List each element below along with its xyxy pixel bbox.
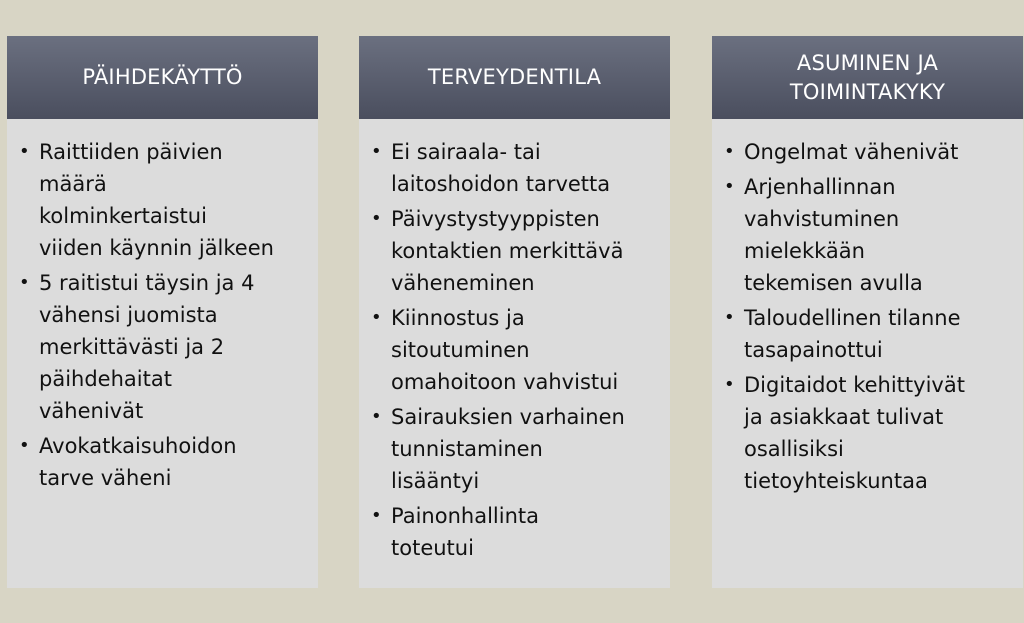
bullet-icon: • (371, 141, 382, 162)
column-body (7, 119, 318, 588)
list-item (371, 203, 662, 299)
list-item (724, 302, 1015, 366)
list-item (724, 369, 1015, 497)
bullet-icon: • (371, 208, 382, 229)
list-item-text: Sairauksien varhainen tunnistaminen lisääntyi (391, 405, 625, 493)
list-item-text: Arjenhallinnan vahvistuminen mielekkään tekemisen avulla (744, 175, 923, 295)
column-header: ASUMINEN JA TOIMINTAKYKY (712, 36, 1023, 119)
list-item (371, 136, 662, 200)
list-item-text: Kiinnostus ja sitoutuminen omahoitoon vahvistui (391, 306, 619, 394)
bullet-icon: • (724, 176, 735, 197)
list-item-text: Raittiiden päivien määrä kolminkertaistui viiden käynnin jälkeen (39, 140, 274, 260)
list-item (724, 171, 1015, 299)
column-terveydentila (359, 36, 670, 588)
list-item (19, 267, 310, 427)
bullet-icon: • (724, 141, 735, 162)
list-item (19, 136, 310, 264)
list-item-text: Päivystystyyppisten kontaktien merkittävä väheneminen (391, 207, 624, 295)
column-header: TERVEYDENTILA (359, 36, 670, 119)
bullet-icon: • (19, 435, 30, 456)
bullet-icon: • (19, 141, 30, 162)
bullet-icon: • (371, 406, 382, 427)
column-header: PÄIHDEKÄYTTÖ (7, 36, 318, 119)
bullet-list (371, 136, 662, 564)
bullet-list (19, 136, 310, 494)
bullet-icon: • (371, 505, 382, 526)
column-paihdekaytto (7, 36, 318, 588)
list-item-text: Ei sairaala- tai laitoshoidon tarvetta (391, 140, 611, 196)
list-item-text: Ongelmat vähenivät (744, 140, 959, 164)
list-item (19, 430, 310, 494)
bullet-icon: • (19, 272, 30, 293)
list-item (371, 500, 662, 564)
bullet-icon: • (724, 307, 735, 328)
list-item (371, 302, 662, 398)
bullet-icon: • (724, 374, 735, 395)
list-item-text: Digitaidot kehittyivät ja asiakkaat tulivat osallisiksi tietoyhteiskuntaa (744, 373, 965, 493)
column-asuminen-ja-toimintakyky (712, 36, 1023, 588)
list-item-text: 5 raitistui täysin ja 4 vähensi juomista merkittävästi ja 2 päihdehaitat vähenivät (39, 271, 255, 423)
column-body (359, 119, 670, 588)
list-item-text: Taloudellinen tilanne tasapainottui (744, 306, 961, 362)
bullet-list (724, 136, 1015, 497)
list-item-text: Painonhallinta toteutui (391, 504, 539, 560)
list-item (724, 136, 1015, 168)
bullet-icon: • (371, 307, 382, 328)
column-body (712, 119, 1023, 588)
list-item-text: Avokatkaisuhoidon tarve väheni (39, 434, 237, 490)
list-item (371, 401, 662, 497)
